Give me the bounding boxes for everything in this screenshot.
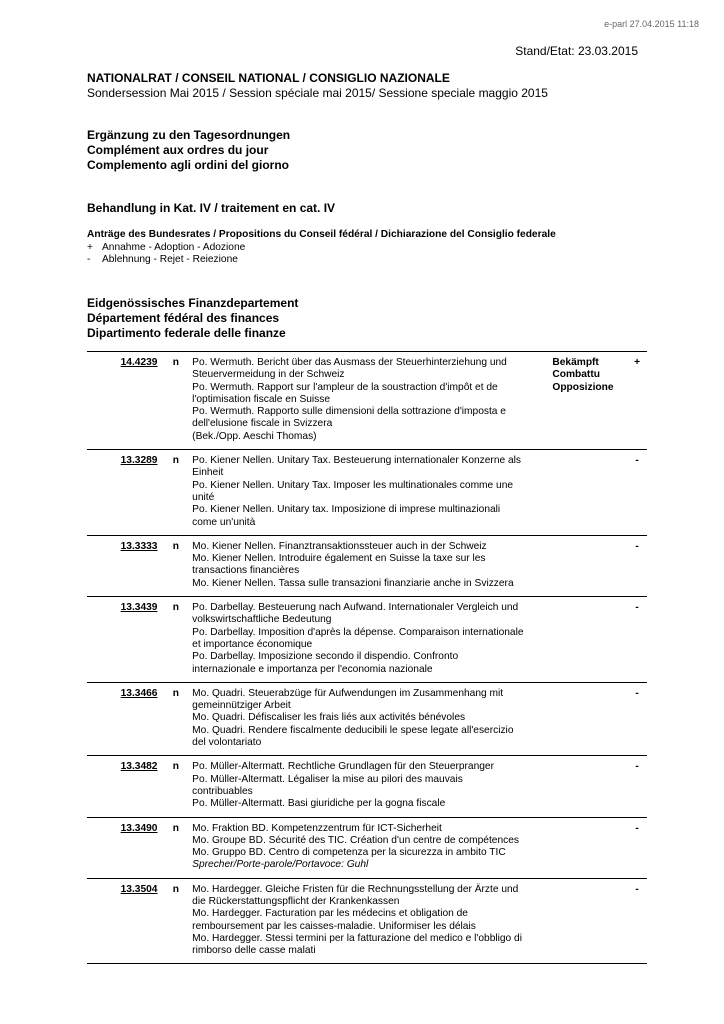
item-proposal-sign: + [634, 357, 641, 368]
table-row [87, 352, 647, 450]
item-proposal-sign: - [635, 761, 639, 773]
supplement-heading [87, 128, 290, 173]
item-proposal-sign: - [635, 687, 639, 699]
item-council-code: n [172, 883, 179, 895]
description-line: del volontariato [192, 737, 262, 749]
item-council-code: n [172, 540, 179, 552]
description-line: l'optimisation fiscale en Suisse [192, 393, 331, 405]
description-line: contribuables [192, 785, 253, 797]
item-opposition [548, 878, 627, 964]
plus-symbol: + [87, 241, 93, 253]
item-opposition [548, 756, 627, 817]
description-line: come un'unità [192, 516, 256, 528]
item-council-code: n [172, 357, 179, 368]
spokesperson-line: Sprecher/Porte-parole/Portavoce: Guhl [192, 859, 369, 871]
description-line: Mo. Hardegger. Stessi termini per la fatturazione del medico e l'obbligo di [192, 932, 522, 944]
item-proposal-sign: - [635, 822, 639, 834]
description-line: Mo. Fraktion BD. Kompetenzzentrum für ICT-Sicherheit [192, 822, 442, 834]
council-header [87, 71, 647, 101]
item-number-link[interactable]: 13.3504 [120, 883, 158, 895]
legend-adoption [87, 242, 647, 255]
description-line: Mo. Kiener Nellen. Finanztransaktionssteuer auch in der Schweiz [192, 540, 487, 552]
supplement-line-fr: Complément aux ordres du jour [87, 143, 269, 157]
description-line: Po. Wermuth. Rapport sur l'ampleur de la soustraction d'impôt et de [192, 381, 498, 393]
timestamp-stamp: e-parl 27.04.2015 11:18 [604, 19, 699, 29]
adoption-label: Annahme - Adoption - Adozione [102, 241, 246, 253]
description-line: Mo. Groupe BD. Sécurité des TIC. Création d'un centre de compétences [192, 834, 519, 846]
item-council-code: n [172, 822, 179, 834]
item-proposal-sign: - [635, 602, 639, 614]
description-line: Mo. Hardegger. Facturation par les médecins et obligation de [192, 908, 468, 920]
description-line: Mo. Kiener Nellen. Tassa sulle transazioni finanziarie anche in Svizzera [192, 577, 514, 589]
item-opposition [548, 450, 627, 536]
item-description [188, 352, 548, 450]
description-line: internazionale e importanza per l'economia nazionale [192, 663, 433, 675]
table-row [87, 878, 647, 964]
description-line: Einheit [192, 467, 224, 479]
description-line: Po. Darbellay. Besteuerung nach Aufwand. Internationaler Vergleich und [192, 602, 519, 614]
legend-rejection [87, 254, 647, 267]
table-row [87, 450, 647, 536]
supplement-line-it: Complemento agli ordini del giorno [87, 158, 290, 172]
table-row [87, 535, 647, 596]
category-heading: Behandlung in Kat. IV / traitement en cat. IV [87, 201, 336, 215]
item-number-link[interactable]: 13.3289 [120, 455, 158, 467]
item-council-code: n [172, 687, 179, 699]
item-description [188, 878, 548, 964]
minus-symbol: - [87, 254, 91, 265]
item-opposition [548, 597, 627, 683]
item-description [188, 817, 548, 878]
department-heading [87, 296, 298, 341]
description-line: Po. Kiener Nellen. Unitary Tax. Imposer les multinationales comme une [192, 479, 514, 491]
council-title: NATIONALRAT / CONSEIL NATIONAL / CONSIGLIO NAZIONALE [87, 71, 450, 85]
description-line: Mo. Quadri. Steuerabzüge für Aufwendungen im Zusammenhang mit [192, 687, 504, 699]
description-line: gemeinnütziger Arbeit [192, 700, 291, 712]
description-line: transactions financières [192, 565, 300, 577]
department-line-it: Dipartimento federale delle finanze [87, 326, 286, 340]
description-line: Po. Kiener Nellen. Unitary Tax. Besteuerung internationaler Konzerne als [192, 455, 522, 467]
description-line: dell'elusione fiscale in Svizzera [192, 418, 333, 430]
table-row [87, 817, 647, 878]
description-line: Mo. Quadri. Défiscaliser les frais liés aux activités bénévoles [192, 712, 466, 724]
description-line: Po. Müller-Altermatt. Rechtliche Grundlagen für den Steuerpranger [192, 761, 494, 773]
description-line: volkswirtschaftliche Bedeutung [192, 614, 332, 626]
opposition-label: Opposizione [552, 381, 614, 393]
item-description [188, 682, 548, 755]
status-date: Stand/Etat: 23.03.2015 [515, 44, 638, 58]
description-line: Po. Kiener Nellen. Unitary tax. Imposizione di imprese multinazionali [192, 504, 501, 516]
item-proposal-sign: - [635, 883, 639, 895]
description-line: Po. Müller-Altermatt. Légaliser la mise au pilori des mauvais [192, 773, 463, 785]
item-council-code: n [172, 455, 179, 467]
item-proposal-sign: - [635, 540, 639, 552]
table-row [87, 756, 647, 817]
table-row [87, 597, 647, 683]
item-number-link[interactable]: 13.3482 [120, 761, 158, 773]
proposals-legend [87, 229, 647, 267]
item-proposal-sign: - [635, 455, 639, 467]
item-opposition [548, 535, 627, 596]
item-number-link[interactable]: 14.4239 [120, 357, 158, 368]
item-opposition [548, 352, 627, 450]
item-council-code: n [172, 761, 179, 773]
proposals-heading: Anträge des Bundesrates / Propositions du Conseil fédéral / Dichiarazione del Consiglio federale [87, 229, 556, 240]
opposition-label: Combattu [552, 369, 600, 381]
session-title: Sondersession Mai 2015 / Session spéciale mai 2015/ Sessione speciale maggio 2015 [87, 86, 548, 100]
description-line: Po. Darbellay. Imposizione secondo il dispendio. Confronto [192, 651, 459, 663]
item-description [188, 756, 548, 817]
description-line: remboursement par les caisses-maladie. Uniformiser les délais [192, 920, 476, 932]
description-line: Po. Wermuth. Bericht über das Ausmass der Steuerhinterziehung und [192, 357, 507, 368]
rejection-label: Ablehnung - Rejet - Reiezione [102, 254, 238, 265]
description-line: Steuervermeidung in der Schweiz [192, 369, 345, 381]
opposition-label: Bekämpft [552, 357, 599, 368]
description-line: unité [192, 491, 215, 503]
items-table [87, 351, 647, 964]
description-line: Mo. Hardegger. Gleiche Fristen für die Rechnungsstellung der Ärzte und [192, 883, 519, 895]
department-line-fr: Département fédéral des finances [87, 311, 280, 325]
department-line-de: Eidgenössisches Finanzdepartement [87, 296, 299, 310]
description-line: (Bek./Opp. Aeschi Thomas) [192, 430, 317, 442]
description-line: et importance économique [192, 638, 313, 650]
item-opposition [548, 817, 627, 878]
description-line: die Rückerstattungspflicht der Krankenkassen [192, 895, 400, 907]
description-line: Po. Wermuth. Rapporto sulle dimensioni della sottrazione d'imposta e [192, 406, 506, 418]
description-line: Mo. Kiener Nellen. Introduire également en Suisse la taxe sur les [192, 553, 486, 565]
table-row [87, 682, 647, 755]
description-line: Po. Müller-Altermatt. Basi giuridiche per la gogna fiscale [192, 798, 446, 810]
item-number-link[interactable]: 13.3333 [120, 540, 158, 552]
item-description [188, 450, 548, 536]
description-line: Mo. Gruppo BD. Centro di competenza per la sicurezza in ambito TIC [192, 847, 506, 859]
item-council-code: n [172, 602, 179, 614]
item-number-link[interactable]: 13.3466 [120, 687, 158, 699]
item-number-link[interactable]: 13.3490 [120, 822, 158, 834]
description-line: rimborso delle casse malati [192, 945, 316, 957]
description-line: Po. Darbellay. Imposition d'après la dépense. Comparaison internationale [192, 626, 524, 638]
item-description [188, 535, 548, 596]
item-opposition [548, 682, 627, 755]
description-line: Mo. Quadri. Rendere fiscalmente deducibili le spese legate all'esercizio [192, 724, 514, 736]
supplement-line-de: Ergänzung zu den Tagesordnungen [87, 128, 291, 142]
item-number-link[interactable]: 13.3439 [120, 602, 158, 614]
item-description [188, 597, 548, 683]
